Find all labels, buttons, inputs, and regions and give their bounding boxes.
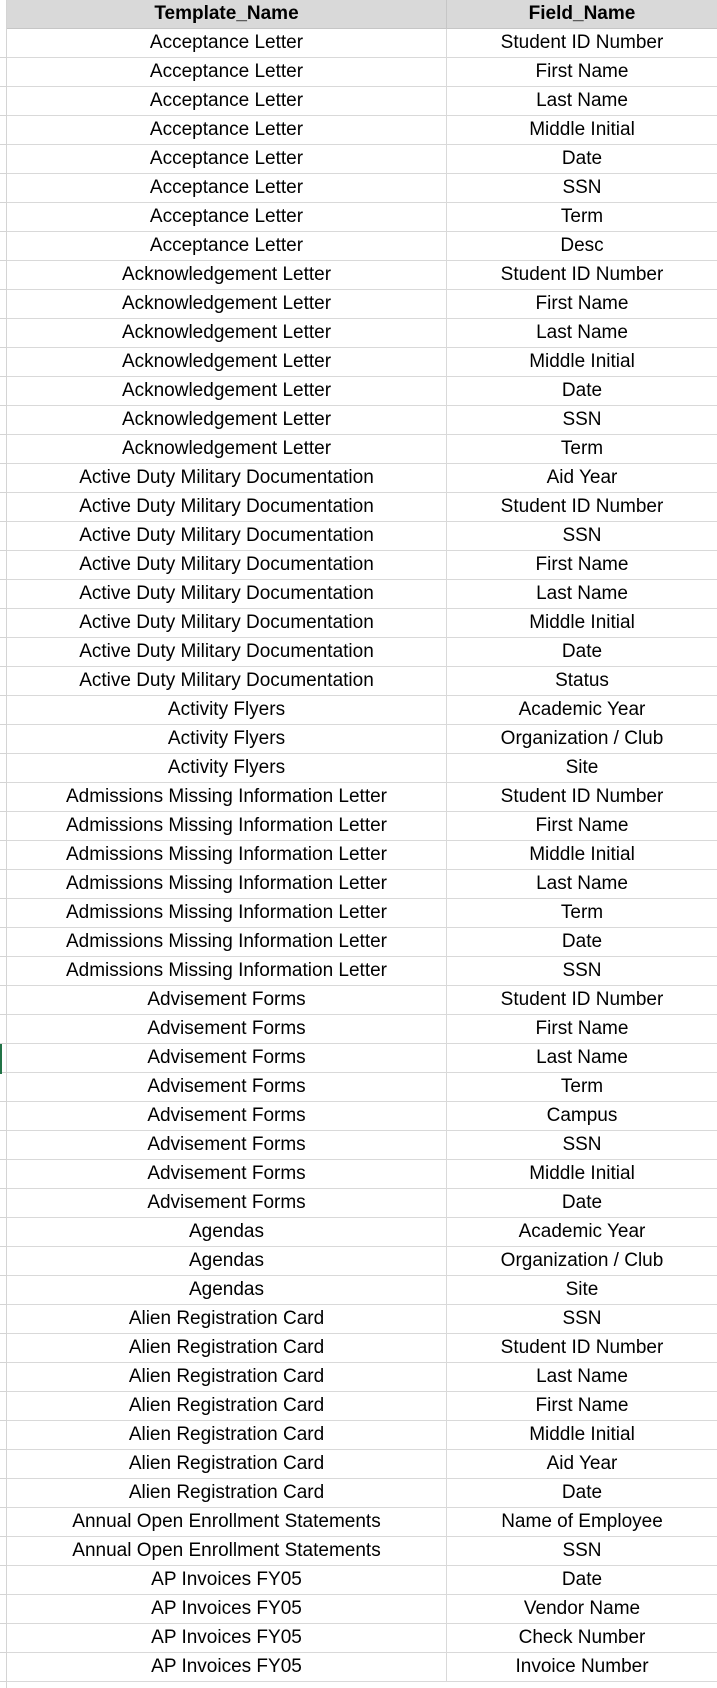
cell-template-name[interactable]: Admissions Missing Information Letter xyxy=(7,783,447,811)
cell-field-name[interactable]: Aid Year xyxy=(546,467,618,488)
cell-template-name[interactable]: Admissions Missing Information Letter xyxy=(7,841,447,869)
row-divider xyxy=(0,1594,6,1595)
row-divider xyxy=(0,1420,6,1421)
cell-template-name[interactable]: Activity Flyers xyxy=(7,725,447,753)
row-divider xyxy=(0,869,6,870)
table-row xyxy=(7,986,717,1015)
cell-field-name[interactable]: Term xyxy=(560,1076,604,1097)
row-divider xyxy=(0,666,6,667)
cell-field-name[interactable]: Academic Year xyxy=(518,699,646,720)
cell-template-name[interactable]: Alien Registration Card xyxy=(7,1450,447,1478)
cell-field-name[interactable]: Term xyxy=(560,902,604,923)
cell-field-name[interactable]: Date xyxy=(561,1569,603,1590)
cell-template-name[interactable]: AP Invoices FY05 xyxy=(7,1624,447,1652)
cell-field-name[interactable]: Site xyxy=(565,1279,599,1300)
cell-template-name[interactable]: Advisement Forms xyxy=(7,1073,447,1101)
cell-template-name[interactable]: Admissions Missing Information Letter xyxy=(7,812,447,840)
table-row xyxy=(7,928,717,957)
table-row xyxy=(7,406,717,435)
cell-field-name[interactable]: Last Name xyxy=(536,1047,628,1068)
table-row xyxy=(7,899,717,928)
row-divider xyxy=(0,463,6,464)
row-divider xyxy=(0,1333,6,1334)
cell-field-name[interactable]: Vendor Name xyxy=(523,1598,641,1619)
cell-template-name[interactable]: Admissions Missing Information Letter xyxy=(7,899,447,927)
cell-field-name[interactable]: SSN xyxy=(562,1308,602,1329)
cell-template-name[interactable]: Alien Registration Card xyxy=(7,1421,447,1449)
table-row xyxy=(7,957,717,986)
table-row xyxy=(7,1508,717,1537)
table-row xyxy=(7,609,717,638)
cell-template-name[interactable]: Advisement Forms xyxy=(7,1015,447,1043)
active-row-marker xyxy=(0,1044,2,1074)
cell-field-name[interactable]: Middle Initial xyxy=(529,1163,635,1184)
cell-template-name[interactable]: Acknowledgement Letter xyxy=(7,348,447,376)
column-header-template-name[interactable]: Template_Name xyxy=(7,0,447,28)
cell-field-name[interactable]: Name of Employee xyxy=(501,1511,663,1532)
row-divider xyxy=(0,956,6,957)
cell-template-name[interactable]: AP Invoices FY05 xyxy=(7,1595,447,1623)
cell-template-name[interactable]: AP Invoices FY05 xyxy=(7,1653,447,1681)
row-divider xyxy=(0,724,6,725)
cell-template-name[interactable]: Active Duty Military Documentation xyxy=(7,551,447,579)
table-row xyxy=(7,290,717,319)
cell-field-name[interactable]: Desc xyxy=(560,235,604,256)
row-divider xyxy=(0,1130,6,1131)
table-row xyxy=(7,1131,717,1160)
row-divider xyxy=(0,1536,6,1537)
cell-field-name[interactable]: First Name xyxy=(535,61,629,82)
table-row xyxy=(7,1102,717,1131)
cell-field-name[interactable]: Student ID Number xyxy=(500,496,664,517)
table-row xyxy=(7,87,717,116)
cell-template-name[interactable]: Agendas xyxy=(7,1247,447,1275)
cell-template-name[interactable]: Advisement Forms xyxy=(7,1189,447,1217)
table-row xyxy=(7,1189,717,1218)
table-row xyxy=(7,1305,717,1334)
table-row xyxy=(7,116,717,145)
table-row xyxy=(7,377,717,406)
row-divider xyxy=(0,318,6,319)
table-row xyxy=(7,783,717,812)
cell-field-name[interactable]: Student ID Number xyxy=(500,786,664,807)
cell-field-name[interactable]: Last Name xyxy=(536,1366,628,1387)
cell-template-name[interactable]: Active Duty Military Documentation xyxy=(7,464,447,492)
table-row xyxy=(7,1334,717,1363)
cell-field-name[interactable]: Student ID Number xyxy=(500,264,664,285)
cell-field-name[interactable]: Invoice Number xyxy=(515,1656,649,1677)
cell-template-name[interactable]: AP Invoices FY05 xyxy=(7,1566,447,1594)
row-divider xyxy=(0,1275,6,1276)
cell-field-name[interactable]: Middle Initial xyxy=(529,612,635,633)
column-header-field-name[interactable]: Field_Name xyxy=(528,3,636,24)
cell-template-name[interactable]: Agendas xyxy=(7,1218,447,1246)
table-row xyxy=(7,435,717,464)
row-divider xyxy=(0,231,6,232)
cell-template-name[interactable]: Alien Registration Card xyxy=(7,1363,447,1391)
table-row xyxy=(7,1276,717,1305)
cell-field-name[interactable]: Academic Year xyxy=(518,1221,646,1242)
cell-template-name[interactable]: Annual Open Enrollment Statements xyxy=(7,1508,447,1536)
cell-field-name[interactable]: SSN xyxy=(562,1540,602,1561)
row-divider xyxy=(0,753,6,754)
table-row xyxy=(7,1160,717,1189)
cell-field-name[interactable]: Aid Year xyxy=(546,1453,618,1474)
cell-template-name[interactable]: Acknowledgement Letter xyxy=(7,319,447,347)
cell-field-name[interactable]: Middle Initial xyxy=(529,844,635,865)
row-divider xyxy=(0,1478,6,1479)
row-divider xyxy=(0,57,6,58)
row-divider xyxy=(0,1159,6,1160)
cell-template-name[interactable]: Acceptance Letter xyxy=(7,87,447,115)
row-divider xyxy=(0,260,6,261)
cell-field-name[interactable]: Last Name xyxy=(536,873,628,894)
row-divider xyxy=(0,405,6,406)
table-row xyxy=(7,174,717,203)
row-divider xyxy=(0,434,6,435)
cell-field-name[interactable]: Last Name xyxy=(536,322,628,343)
row-divider xyxy=(0,985,6,986)
cell-field-name[interactable]: Student ID Number xyxy=(500,989,664,1010)
table-row xyxy=(7,696,717,725)
cell-field-name[interactable]: First Name xyxy=(535,1395,629,1416)
table-row xyxy=(7,319,717,348)
table-row xyxy=(7,522,717,551)
table-row xyxy=(7,1421,717,1450)
row-divider xyxy=(0,347,6,348)
row-divider xyxy=(0,1246,6,1247)
cell-template-name[interactable]: Acceptance Letter xyxy=(7,232,447,260)
table-row xyxy=(7,203,717,232)
row-divider xyxy=(0,144,6,145)
table-row xyxy=(7,1218,717,1247)
cell-field-name[interactable]: Last Name xyxy=(536,90,628,111)
row-divider xyxy=(0,550,6,551)
cell-template-name[interactable]: Activity Flyers xyxy=(7,696,447,724)
row-divider xyxy=(0,173,6,174)
row-divider xyxy=(0,608,6,609)
cell-field-name[interactable]: Student ID Number xyxy=(500,32,664,53)
cell-template-name[interactable]: Active Duty Military Documentation xyxy=(7,493,447,521)
cell-field-name[interactable]: SSN xyxy=(562,1134,602,1155)
cell-field-name[interactable]: Last Name xyxy=(536,583,628,604)
row-divider xyxy=(0,1101,6,1102)
row-divider xyxy=(0,1304,6,1305)
table-row xyxy=(7,870,717,899)
cell-field-name[interactable]: Date xyxy=(561,1482,603,1503)
table-row xyxy=(7,551,717,580)
cell-field-name[interactable]: Student ID Number xyxy=(500,1337,664,1358)
row-divider xyxy=(0,1014,6,1015)
cell-template-name[interactable]: Advisement Forms xyxy=(7,1102,447,1130)
row-divider xyxy=(0,927,6,928)
cell-template-name[interactable]: Acknowledgement Letter xyxy=(7,377,447,405)
table-row xyxy=(7,29,717,58)
table-row xyxy=(7,638,717,667)
cell-field-name[interactable]: Date xyxy=(561,1192,603,1213)
row-divider xyxy=(0,1623,6,1624)
table-row xyxy=(7,232,717,261)
cell-template-name[interactable]: Annual Open Enrollment Statements xyxy=(7,1537,447,1565)
row-divider xyxy=(0,811,6,812)
row-divider xyxy=(0,202,6,203)
cell-template-name[interactable]: Acceptance Letter xyxy=(7,29,447,57)
row-divider xyxy=(0,1188,6,1189)
cell-template-name[interactable]: Acceptance Letter xyxy=(7,203,447,231)
cell-template-name[interactable]: Acknowledgement Letter xyxy=(7,261,447,289)
row-divider xyxy=(0,1652,6,1653)
cell-template-name[interactable]: Advisement Forms xyxy=(7,1160,447,1188)
cell-template-name[interactable]: Active Duty Military Documentation xyxy=(7,667,447,695)
cell-template-name[interactable]: Acceptance Letter xyxy=(7,116,447,144)
row-divider xyxy=(0,376,6,377)
row-divider xyxy=(0,521,6,522)
cell-field-name[interactable]: Date xyxy=(561,931,603,952)
cell-field-name[interactable]: Campus xyxy=(546,1105,618,1126)
row-divider xyxy=(0,840,6,841)
cell-grid xyxy=(7,0,717,1688)
row-divider xyxy=(0,898,6,899)
cell-template-name[interactable]: Advisement Forms xyxy=(7,1131,447,1159)
cell-field-name[interactable]: Date xyxy=(561,641,603,662)
cell-template-name[interactable]: Acceptance Letter xyxy=(7,58,447,86)
cell-template-name[interactable]: Alien Registration Card xyxy=(7,1305,447,1333)
cell-template-name[interactable]: Activity Flyers xyxy=(7,754,447,782)
cell-template-name[interactable]: Alien Registration Card xyxy=(7,1479,447,1507)
cell-template-name[interactable]: Alien Registration Card xyxy=(7,1392,447,1420)
cell-template-name[interactable]: Acceptance Letter xyxy=(7,174,447,202)
cell-field-name[interactable]: First Name xyxy=(535,554,629,575)
table-row xyxy=(7,725,717,754)
cell-template-name[interactable]: Acceptance Letter xyxy=(7,145,447,173)
cell-template-name[interactable]: Acknowledgement Letter xyxy=(7,406,447,434)
cell-field-name[interactable]: Term xyxy=(560,438,604,459)
cell-template-name[interactable]: Active Duty Military Documentation xyxy=(7,522,447,550)
row-divider xyxy=(0,637,6,638)
cell-field-name[interactable]: SSN xyxy=(562,525,602,546)
table-row xyxy=(7,1566,717,1595)
table-row xyxy=(7,754,717,783)
cell-field-name[interactable]: Organization / Club xyxy=(500,728,664,749)
table-row xyxy=(7,1073,717,1102)
table-row xyxy=(7,1595,717,1624)
row-divider xyxy=(0,579,6,580)
row-divider xyxy=(0,1362,6,1363)
table-row xyxy=(7,1015,717,1044)
cell-field-name[interactable]: Middle Initial xyxy=(529,119,635,140)
table-row xyxy=(7,580,717,609)
table-row xyxy=(7,1247,717,1276)
header-row xyxy=(7,0,717,29)
cell-field-name[interactable]: SSN xyxy=(562,960,602,981)
row-header-gutter[interactable] xyxy=(0,0,7,1688)
cell-template-name[interactable]: Alien Registration Card xyxy=(7,1334,447,1362)
cell-field-name[interactable]: SSN xyxy=(562,177,602,198)
cell-field-name[interactable]: Date xyxy=(561,148,603,169)
table-row xyxy=(7,812,717,841)
cell-template-name[interactable]: Active Duty Military Documentation xyxy=(7,638,447,666)
cell-field-name[interactable]: Check Number xyxy=(518,1627,646,1648)
table-row xyxy=(7,1653,717,1682)
table-row xyxy=(7,58,717,87)
table-row xyxy=(7,1392,717,1421)
cell-template-name[interactable]: Advisement Forms xyxy=(7,1044,447,1072)
cell-field-name[interactable]: Organization / Club xyxy=(500,1250,664,1271)
cell-field-name[interactable]: Date xyxy=(561,380,603,401)
table-row xyxy=(7,1479,717,1508)
table-row xyxy=(7,464,717,493)
cell-template-name[interactable]: Active Duty Military Documentation xyxy=(7,609,447,637)
cell-field-name[interactable]: Status xyxy=(555,670,609,691)
row-divider xyxy=(0,1391,6,1392)
cell-template-name[interactable]: Admissions Missing Information Letter xyxy=(7,957,447,985)
cell-field-name[interactable]: First Name xyxy=(535,293,629,314)
table-row xyxy=(7,1450,717,1479)
cell-field-name[interactable]: Middle Initial xyxy=(529,351,635,372)
row-divider xyxy=(0,1217,6,1218)
table-row xyxy=(7,1624,717,1653)
cell-template-name[interactable]: Advisement Forms xyxy=(7,986,447,1014)
row-divider xyxy=(0,86,6,87)
row-divider xyxy=(0,782,6,783)
cell-template-name[interactable]: Agendas xyxy=(7,1276,447,1304)
row-divider xyxy=(0,695,6,696)
cell-template-name[interactable]: Active Duty Military Documentation xyxy=(7,580,447,608)
table-row xyxy=(7,348,717,377)
table-row xyxy=(7,841,717,870)
table-row xyxy=(7,1363,717,1392)
cell-template-name[interactable]: Acknowledgement Letter xyxy=(7,435,447,463)
cell-field-name[interactable]: First Name xyxy=(535,1018,629,1039)
table-row xyxy=(7,493,717,522)
row-divider xyxy=(0,1449,6,1450)
cell-template-name[interactable]: Acknowledgement Letter xyxy=(7,290,447,318)
table-row xyxy=(7,1537,717,1566)
cell-template-name[interactable]: Admissions Missing Information Letter xyxy=(7,928,447,956)
cell-field-name[interactable]: Term xyxy=(560,206,604,227)
row-divider xyxy=(0,1507,6,1508)
table-row xyxy=(7,145,717,174)
row-divider xyxy=(0,115,6,116)
table-row xyxy=(7,1044,717,1073)
row-divider xyxy=(0,1681,6,1682)
table-row xyxy=(7,261,717,290)
cell-field-name[interactable]: First Name xyxy=(535,815,629,836)
cell-template-name[interactable]: Admissions Missing Information Letter xyxy=(7,870,447,898)
row-divider xyxy=(0,492,6,493)
cell-field-name[interactable]: SSN xyxy=(562,409,602,430)
table-row xyxy=(7,667,717,696)
row-divider xyxy=(0,289,6,290)
cell-field-name[interactable]: Site xyxy=(565,757,599,778)
cell-field-name[interactable]: Middle Initial xyxy=(529,1424,635,1445)
row-divider xyxy=(0,1565,6,1566)
